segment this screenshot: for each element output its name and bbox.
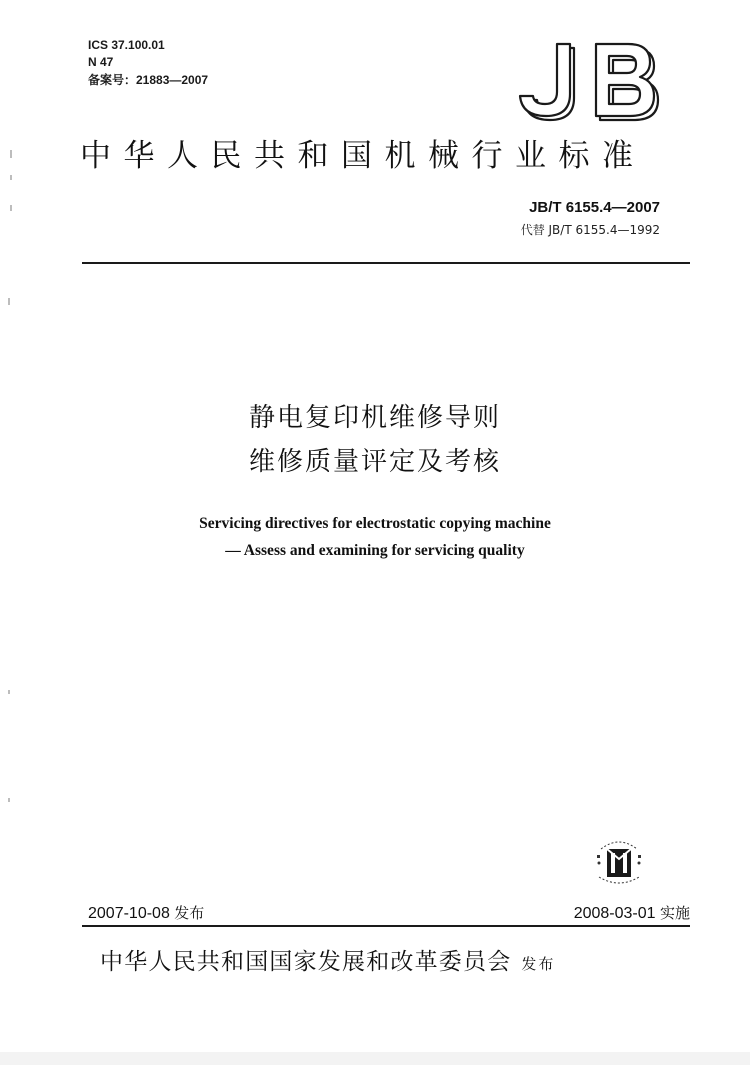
title-en-line1: Servicing directives for electrostatic copying machine (199, 515, 551, 532)
gov-title: 中华人民共和国机械行业标准 (80, 138, 646, 174)
ics-code: ICS 37.100.01 (88, 38, 165, 52)
publisher-emblem-icon (593, 833, 645, 889)
effective-date-label: 实施 (659, 904, 690, 922)
scan-speck (8, 690, 10, 694)
filing-number: 备案号：21883—2007 (88, 73, 209, 87)
standard-number: JB/T 6155.4—2007 (529, 199, 660, 216)
issued-date-label: 发布 (174, 904, 205, 922)
title-en-line2: — Assess and examining for servicing quality (225, 542, 525, 559)
scan-speck (8, 298, 10, 305)
effective-date (574, 902, 690, 923)
issuer (100, 946, 555, 980)
classification-code: N 47 (88, 55, 114, 69)
scan-speck (10, 175, 12, 180)
issued-date (88, 902, 204, 923)
scan-speck (8, 798, 10, 802)
top-divider (82, 262, 690, 264)
effective-date-value: 2008-03-01 (573, 905, 656, 922)
issued-date-value: 2007-10-08 (88, 905, 170, 922)
scan-speck (10, 205, 12, 211)
issuer-name: 中华人民共和国国家发展和改革委员会 (100, 949, 512, 975)
jb-logo (512, 40, 662, 124)
bottom-divider (82, 925, 690, 927)
scan-speck (10, 150, 12, 158)
title-cn-line1: 静电复印机维修导则 (248, 403, 501, 433)
title-cn-line2: 维修质量评定及考核 (248, 447, 501, 477)
issuer-suffix: 发布 (521, 955, 556, 973)
footer-band (0, 1052, 750, 1065)
standard-replaces: 代替 JB/T 6155.4—1992 (520, 223, 660, 237)
